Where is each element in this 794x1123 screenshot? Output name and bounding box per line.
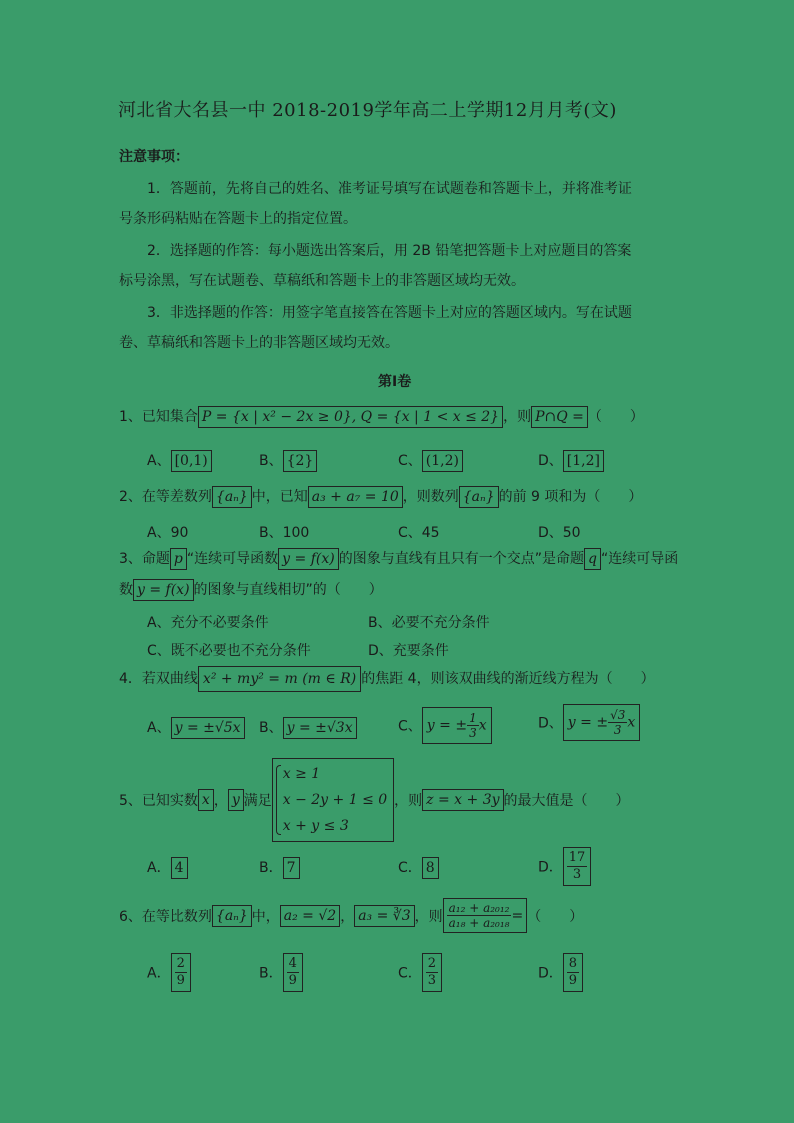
q2-option-c: C、45 — [398, 525, 440, 541]
q3-option-a: A、充分不必要条件 — [147, 615, 269, 631]
q5-option-a: A． 4 — [147, 857, 188, 879]
q4-option-a: A、 y = ±√5x — [147, 717, 245, 739]
q5-option-d: D． $\frac{17}{3}$ — [538, 847, 591, 886]
q4-option-b: B、 y = ±√3x — [259, 717, 357, 739]
q5-constraint-system: x ≥ 1 x − 2y + 1 ≤ 0 x + y ≤ 3 — [272, 758, 394, 842]
q2-option-d: D、50 — [538, 525, 581, 541]
note-2-line-1: 2．选择题的作答：每小题选出答案后，用 2B 铅笔把答题卡上对应题目的答案 — [147, 243, 632, 259]
q1-sets-formula: P = {x | x² − 2x ≥ 0}, Q = {x | 1 < x ≤ 2} — [198, 406, 503, 428]
section-heading: 第Ⅰ卷 — [378, 374, 412, 390]
q1-option-c: C、 (1,2) — [398, 450, 463, 472]
question-1: 1、已知集合 P = {x | x² − 2x ≥ 0}, Q = {x | 1 < x ≤ 2} ，则 P∩Q = （ ） — [119, 406, 644, 428]
q5-option-b: B． 7 — [259, 857, 300, 879]
note-2-line-2: 标号涂黑，写在试题卷、草稿纸和答题卡上的非答题区域均无效。 — [119, 273, 525, 289]
q6-option-d: D． $\frac{8}{9}$ — [538, 953, 583, 992]
note-3-line-1: 3．非选择题的作答：用签字笔直接答在答题卡上对应的答题区域内。写在试题 — [147, 305, 632, 321]
question-3-line-2: 数 y = f(x) 的图象与直线相切”的（ ） — [119, 579, 383, 601]
q3-option-c: C、既不必要也不充分条件 — [147, 643, 311, 659]
note-1-line-1: 1．答题前，先将自己的姓名、准考证号填写在试题卷和答题卡上，并将准考证 — [147, 181, 632, 197]
question-5: 5、已知实数 x ， y 满足 x ≥ 1 x − 2y + 1 ≤ 0 x + y ≤ 3 ，则 z = x + 3y 的最大值是（ ） — [119, 758, 630, 842]
q1-option-b: B、 {2} — [259, 450, 317, 472]
notes-heading: 注意事项： — [119, 149, 189, 165]
question-4: 4．若双曲线 x² + my² = m (m ∈ R) 的焦距 4，则该双曲线的渐近线方程为（ ） — [119, 666, 655, 692]
note-1-line-2: 号条形码粘贴在答题卡上的指定位置。 — [119, 211, 357, 227]
question-2: 2、在等差数列 {aₙ} 中，已知 a₃ + a₇ = 10 ，则数列 {aₙ} 的前 9 项和为（ ） — [119, 486, 642, 508]
page-title: 河北省大名县一中 2018-2019学年高二上学期12月月考(文) — [118, 100, 617, 121]
q6-option-c: C． $\frac{2}{3}$ — [398, 953, 442, 992]
q6-option-b: B． $\frac{4}{9}$ — [259, 953, 303, 992]
q2-option-b: B、100 — [259, 525, 310, 541]
q1-intersection-formula: P∩Q = — [531, 406, 588, 428]
q3-option-d: D、充要条件 — [368, 643, 449, 659]
q4-option-d: D、 y = ± $\frac{√3}{3}$ x — [538, 704, 640, 741]
q6-option-a: A． $\frac{2}{9}$ — [147, 953, 191, 992]
question-3-line-1: 3、命题 p “连续可导函数 y = f(x) 的图象与直线有且只有一个交点”是命题 q “连续可导函 — [119, 548, 678, 570]
q3-option-b: B、必要不充分条件 — [368, 615, 490, 631]
question-6: 6、在等比数列 {aₙ} 中， a₂ = √2 ， a₃ = ∛3 ，则 $\frac{\text{a₁₂ + a₂₀₁₂}}{\text{a₁₈ + a₂₀₁₈}}$ = （ ） — [119, 898, 583, 933]
q2-option-a: A、90 — [147, 525, 189, 541]
q1-option-a: A、 [0,1) — [147, 450, 212, 472]
note-3-line-2: 卷、草稿纸和答题卡上的非答题区域均无效。 — [119, 335, 399, 351]
q4-option-c: C、 y = ± $\frac{1}{3}$ x — [398, 707, 492, 744]
q5-option-c: C． 8 — [398, 857, 439, 879]
q1-option-d: D、 [1,2] — [538, 450, 604, 472]
